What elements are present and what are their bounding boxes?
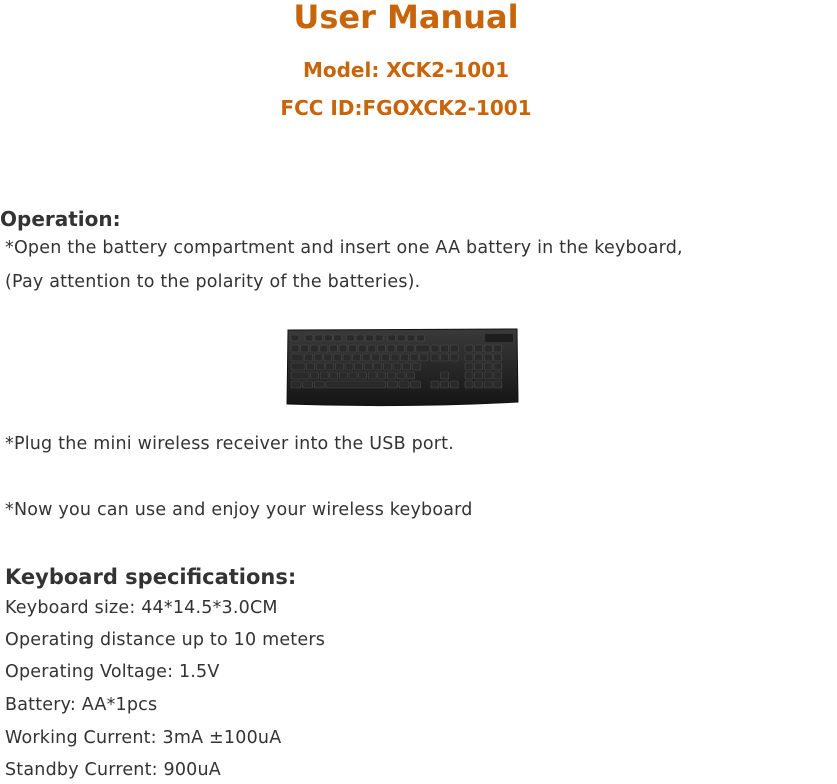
model-number: Model: XCK2-1001 <box>302 58 510 82</box>
spec-keyboard-size: Keyboard size: 44*14.5*3.0CM <box>5 598 278 618</box>
fcc-id: FCC ID:FGOXCK2-1001 <box>280 96 532 120</box>
operation-heading: Operation: <box>0 207 121 231</box>
spec-battery: Battery: AA*1pcs <box>5 695 158 715</box>
operation-step-insert-battery: *Open the battery compartment and insert one AA battery in the keyboard, <box>5 238 683 258</box>
specifications-heading: Keyboard specifications: <box>5 565 297 589</box>
spec-standby-current: Standby Current: 900uA <box>5 760 221 780</box>
operation-step-plug-receiver: *Plug the mini wireless receiver into the USB port. <box>5 434 455 454</box>
spec-working-current: Working Current: 3mA ±100uA <box>5 728 282 748</box>
spec-operating-distance: Operating distance up to 10 meters <box>5 630 326 650</box>
keyboard-image <box>285 326 520 408</box>
operation-step-enjoy: *Now you can use and enjoy your wireless keyboard <box>5 500 473 520</box>
spec-operating-voltage: Operating Voltage: 1.5V <box>5 662 220 682</box>
operation-step-polarity-note: (Pay attention to the polarity of the batteries). <box>5 272 421 292</box>
page-title: User Manual <box>293 0 519 36</box>
